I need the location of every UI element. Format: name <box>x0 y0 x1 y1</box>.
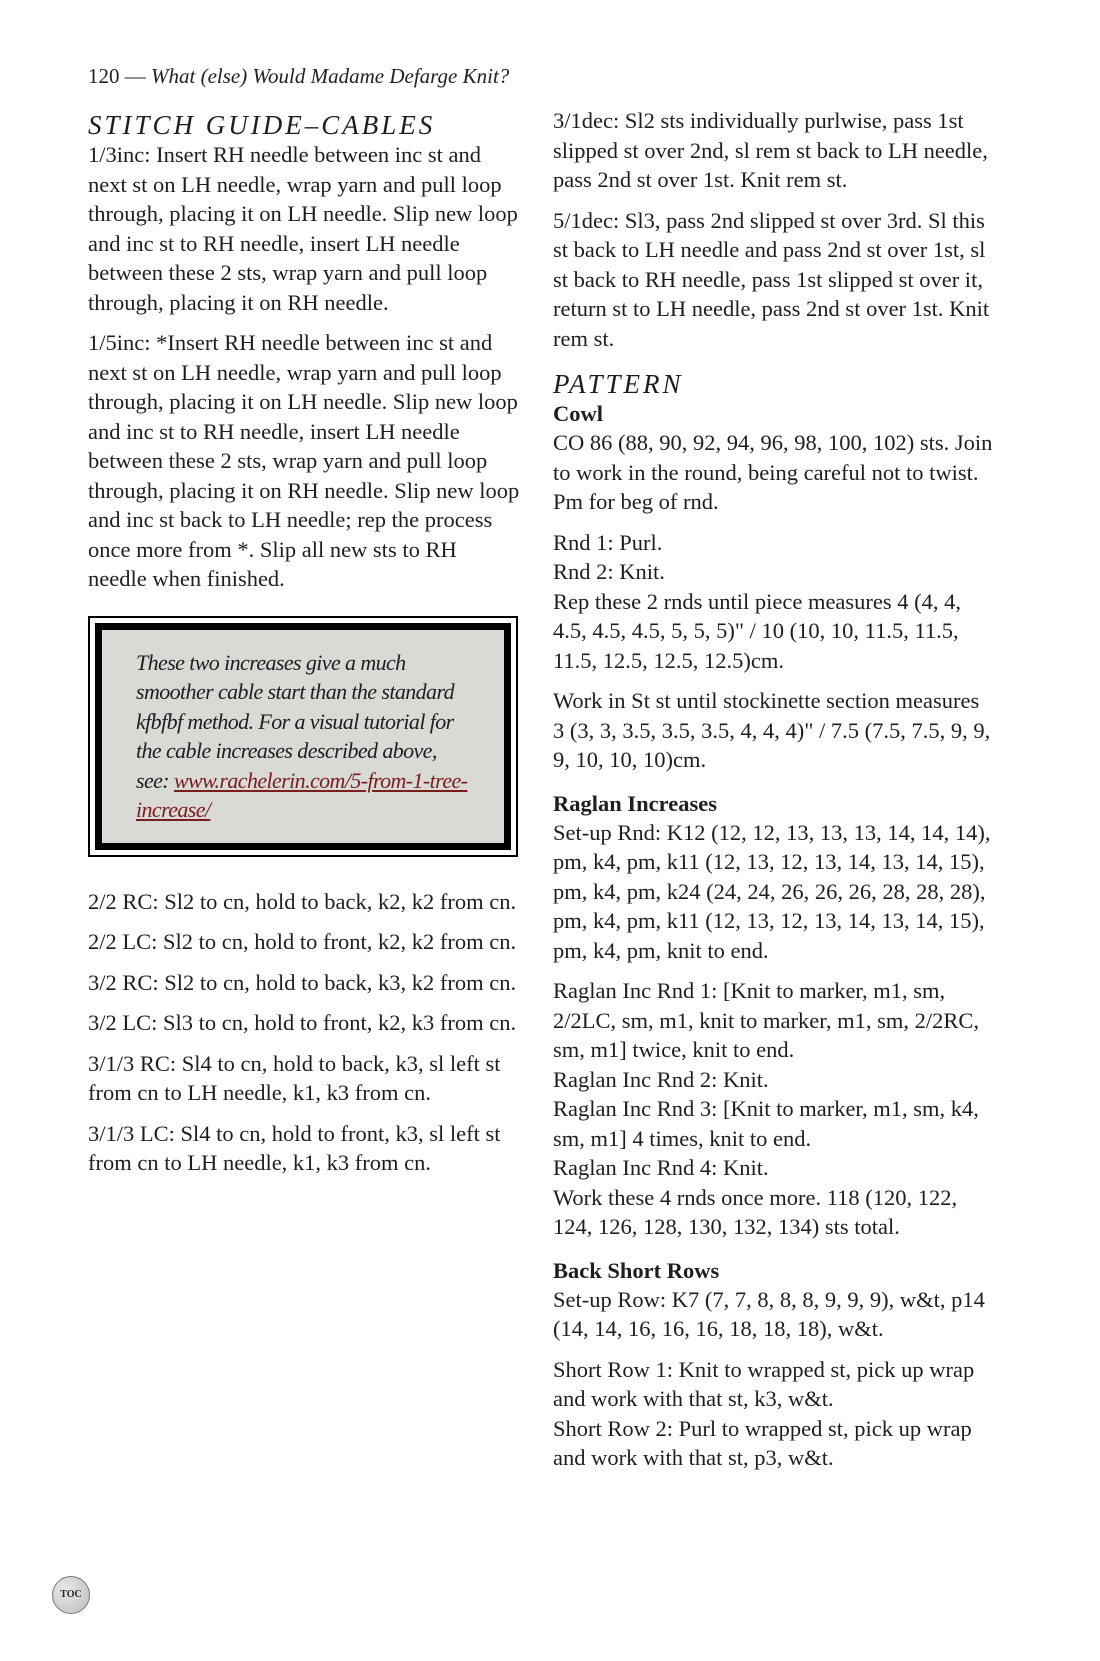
cable-3-1-3-lc: 3/1/3 LC: Sl4 to cn, hold to front, k3, sl left st from cn to LH needle, k1, k3 from cn. <box>88 1120 501 1175</box>
back-short-rows-heading: Back Short Rows <box>553 1257 720 1283</box>
cable-3-2-lc: 3/2 LC: Sl3 to cn, hold to front, k2, k3 from cn. <box>88 1010 517 1035</box>
raglan-inc-rnd-4: Raglan Inc Rnd 4: Knit. <box>553 1155 769 1180</box>
tutorial-link[interactable]: www.rachelerin.com/5-from-1-tree-increase/ <box>136 767 468 822</box>
cable-2-2-lc: 2/2 LC: Sl2 to cn, hold to front, k2, k2 from cn. <box>88 929 517 954</box>
cable-2-2-rc: 2/2 RC: Sl2 to cn, hold to back, k2, k2 from cn. <box>88 888 517 914</box>
raglan-inc-rnd-2: Raglan Inc Rnd 2: Knit. <box>553 1066 769 1092</box>
pattern-heading: PATTERN <box>553 369 684 399</box>
book-title: What (else) Would Madame Defarge Knit? <box>151 64 510 88</box>
short-row-2: Short Row 2: Purl to wrapped st, pick up wrap and work with that st, p3, w&t. <box>553 1415 972 1470</box>
work-these-rounds: Work these 4 rnds once more. 118 (120, 122, 124, 126, 128, 130, 132, 134) sts total. <box>553 1184 958 1239</box>
running-header <box>88 64 509 89</box>
tip-callout <box>88 616 518 857</box>
toc-button[interactable]: TOC <box>52 1576 90 1614</box>
left-column <box>88 110 520 1189</box>
tip-text: These two increases give a much smoother cable start than the standard kfbfbf method. For a visual tutorial for the cable increases described above, see: <box>136 649 454 793</box>
cable-3-2-rc: 3/2 RC: Sl2 to cn, hold to back, k3, k2 from cn. <box>88 969 517 995</box>
short-row-1: Short Row 1: Knit to wrapped st, pick up wrap and work with that st, k3, w&t. <box>553 1356 975 1411</box>
page-number: 120 — <box>88 64 146 88</box>
inc-1-3-definition: 1/3inc: Insert RH needle between inc st and next st on LH needle, wrap yarn and pull loop through, placing it on LH needle. Slip new loop and inc st to RH needle, insert LH needle between these 2 sts, wrap yarn and pull loop through, placing it on RH needle. <box>88 142 518 315</box>
cowl-cast-on: CO 86 (88, 90, 92, 94, 96, 98, 100, 102) sts. Join to work in the round, being careful not to twist. Pm for beg of rnd. <box>553 430 993 514</box>
setup-row: Set-up Row: K7 (7, 7, 8, 8, 8, 9, 9, 9), w&t, p14 (14, 14, 16, 16, 16, 18, 18, 18), w&t. <box>553 1286 985 1341</box>
rnd-2: Rnd 2: Knit. <box>553 559 665 584</box>
dec-3-1-definition: 3/1dec: Sl2 sts individually purlwise, pass 1st slipped st over 2nd, sl rem st back to LH needle, pass 2nd st over 1st. Knit rem st. <box>553 108 988 192</box>
rib-rounds <box>553 528 993 676</box>
raglan-inc-rnd-3: Raglan Inc Rnd 3: [Knit to marker, m1, sm, k4, sm, m1] 4 times, knit to end. <box>553 1096 979 1151</box>
dec-5-1-definition: 5/1dec: Sl3, pass 2nd slipped st over 3rd. Sl this st back to LH needle and pass 2nd st over 1st, sl st back to RH needle, pass 1st slipped st over it, return st to LH needle, pass 2nd st over 1st. Knit rem st. <box>553 207 990 351</box>
setup-round: Set-up Rnd: K12 (12, 12, 13, 13, 13, 14, 14, 14), pm, k4, pm, k11 (12, 13, 12, 13, 14, 13, 14, 15), pm, k4, pm, k24 (24, 24, 26, 26, 26, 28, 28, 28), pm, k4, pm, k11 (12, 13, 12, 13, 14, 13, 14, 15), pm, k4, pm, knit to end. <box>553 819 991 963</box>
raglan-inc-rnd-1: Raglan Inc Rnd 1: [Knit to marker, m1, sm, 2/2LC, sm, m1, knit to marker, m1, sm, 2/2RC, sm, m1] twice, knit to end. <box>553 978 979 1062</box>
cable-3-1-3-rc: 3/1/3 RC: Sl4 to cn, hold to back, k3, sl left st from cn to LH needle, k1, k3 from cn. <box>88 1050 501 1105</box>
stockinette-instructions: Work in St st until stockinette section measures 3 (3, 3, 3.5, 3.5, 3.5, 4, 4, 4)" / 7.5 (7.5, 7.5, 9, 9, 9, 10, 10, 10)cm. <box>553 688 991 772</box>
inc-1-5-definition: 1/5inc: *Insert RH needle between inc st and next st on LH needle, wrap yarn and pull loop through, placing it on LH needle. Slip new loop and inc st to RH needle, insert LH needle between these 2 sts, wrap yarn and pull loop through, placing it on RH needle. Slip new loop and inc st back to LH needle; rep the process once more from *. Slip all new sts to RH needle when finished. <box>88 330 520 591</box>
right-column <box>553 106 993 1473</box>
rnd-1: Rnd 1: Purl. <box>553 529 663 555</box>
tip-callout-body <box>95 623 511 850</box>
raglan-heading: Raglan Increases <box>553 790 717 816</box>
raglan-rounds <box>553 976 993 1242</box>
stitch-guide-heading: STITCH GUIDE–CABLES <box>88 110 436 140</box>
rep-rounds: Rep these 2 rnds until piece measures 4 (4, 4, 4.5, 4.5, 4.5, 5, 5, 5)" / 10 (10, 10, 11.5, 11.5, 11.5, 12.5, 12.5, 12.5)cm. <box>553 588 962 673</box>
cowl-heading: Cowl <box>553 401 603 426</box>
